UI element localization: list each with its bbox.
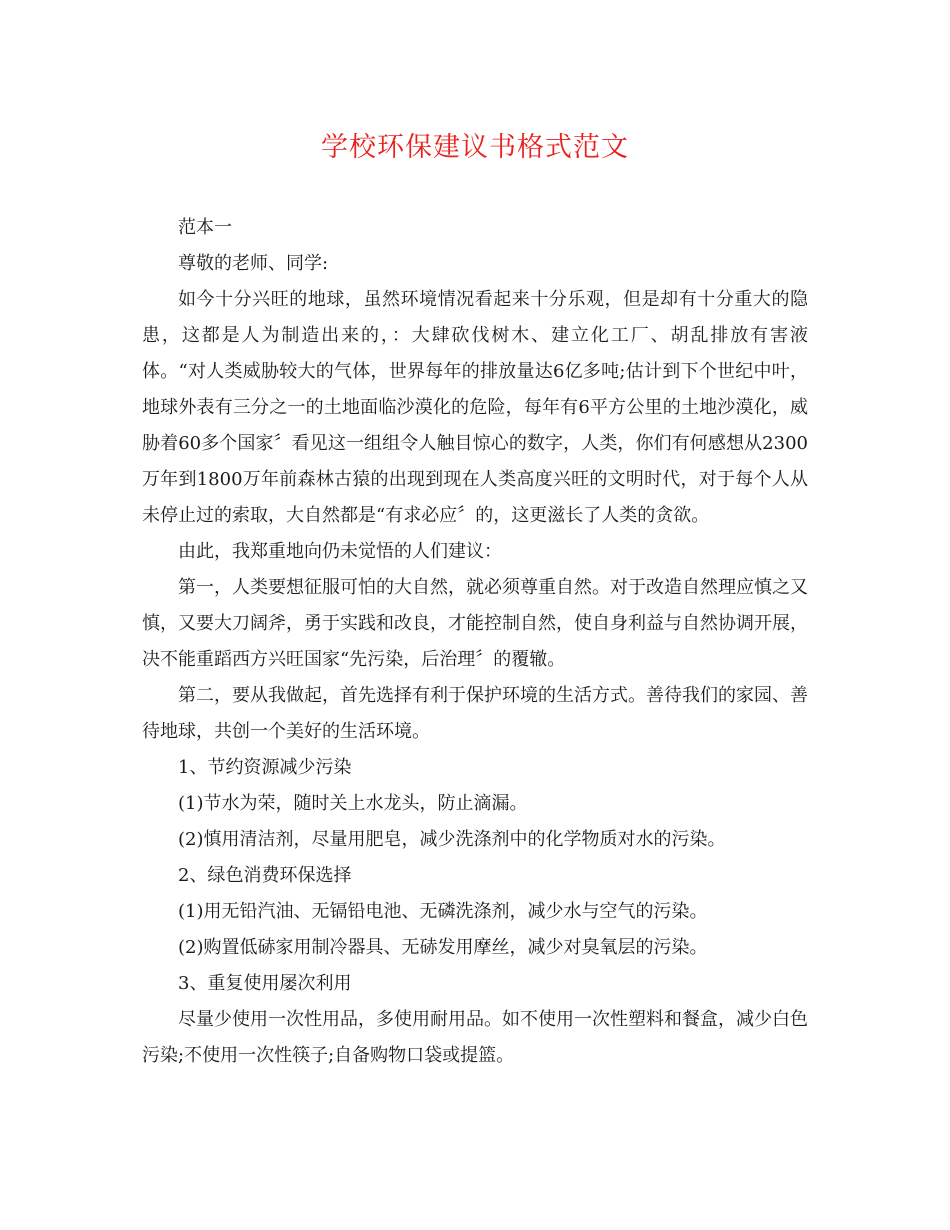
paragraph-point-one: 第一，人类要想征服可怕的大自然，就必须尊重自然。对于改造自然理应慎之又慎，又要大刀阔斧，勇于实践和改良，才能控制自然，使自身利益与自然协调开展，决不能重蹈西方兴旺国家“先污染，后治理〞的覆辙。 [142,577,808,670]
paragraph-intro: 如今十分兴旺的地球，虽然环境情况看起来十分乐观，但是却有十分重大的隐患，这都是人为制造出来的，：大肆砍伐树木、建立化工厂、胡乱排放有害液体。“对人类威胁较大的气体，世界每年的排放量达6亿多吨;估计到下个世纪中叶，地球外表有三分之一的土地面临沙漠化的危险，每年有6平方公里的土地沙漠化，威胁着60多个国家〞看见这一组组令人触目惊心的数字，人类，你们有何感想从2300万年到1800万年前森林古猿的出现到现在人类高度兴旺的文明时代，对于每个人从未停止过的索取，大自然都是“有求必应〞的，这更滋长了人类的贪欲。 [142,289,808,526]
paragraph-proposal-lead: 由此，我郑重地向仍未觉悟的人们建议： [178,541,502,562]
list-heading-2: 2、绿色消费环保选择 [178,865,352,886]
list-heading-3: 3、重复使用屡次利用 [178,973,352,994]
paragraph-point-two: 第二，要从我做起，首先选择有利于保护环境的生活方式。善待我们的家园、善待地球，共创一个美好的生活环境。 [142,685,808,742]
list-item: (1)用无铅汽油、无镉铅电池、无磷洗涤剂，减少水与空气的污染。 [178,901,708,922]
list-heading-1: 1、节约资源减少污染 [178,757,352,778]
document-body [142,210,808,1074]
list-item: (2)购置低硳家用制冷器具、无硳发用摩丝，减少对臭氧层的污染。 [178,937,708,958]
list-item: (2)慎用清洁剂，尽量用肥皂，减少洗涤剂中的化学物质对水的污染。 [178,829,726,850]
list-item: (1)节水为荣，随时关上水龙头，防止滴漏。 [178,793,528,814]
paragraph-reuse: 尽量少使用一次性用品，多使用耐用品。如不使用一次性塑料和餐盒，减少白色污染;不使用一次性筷子;自备购物口袋或提篮。 [142,1009,808,1066]
paragraph-version-label: 范本一 [178,217,232,238]
paragraph-salutation: 尊敬的老师、同学: [178,253,329,274]
document-title: 学校环保建议书格式范文 [321,132,629,163]
